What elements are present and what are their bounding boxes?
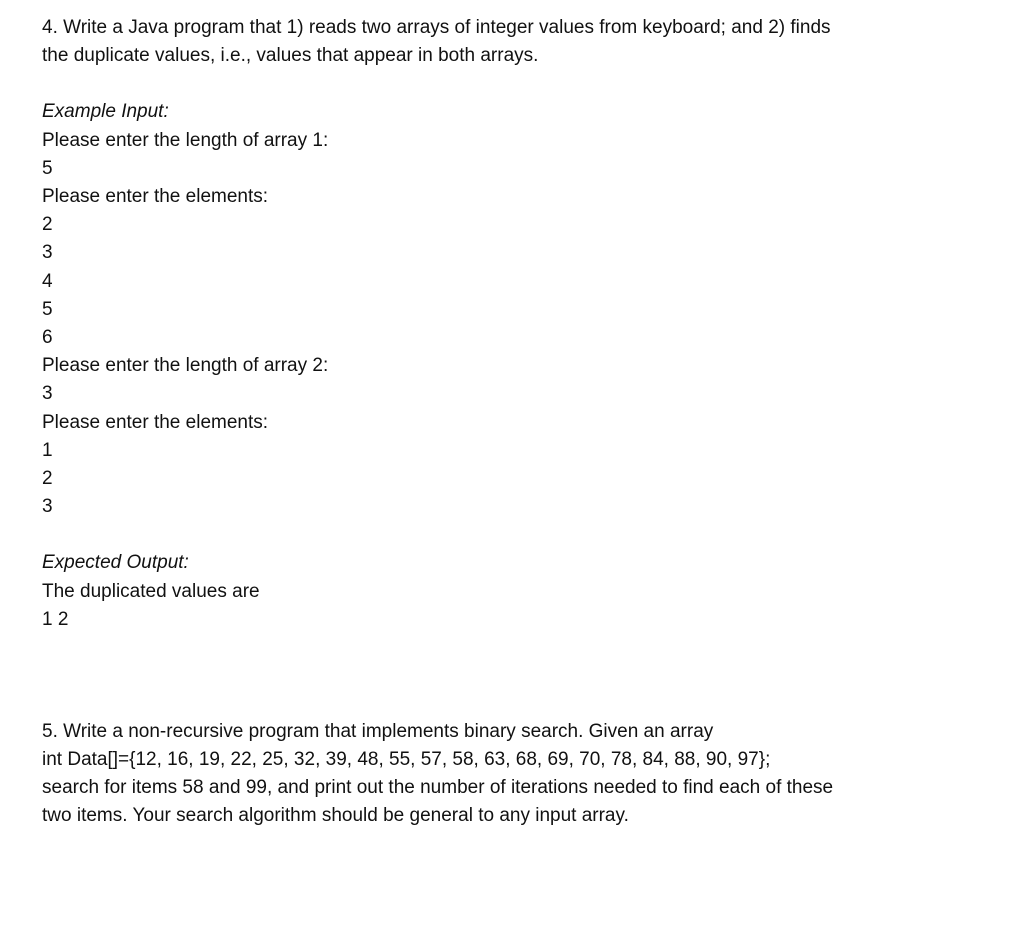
example-input-line: Please enter the length of array 2: (42, 355, 329, 377)
question-5-line: search for items 58 and 99, and print out the number of iterations needed to find each of these (42, 777, 834, 799)
example-input-line: Please enter the elements: (42, 411, 269, 433)
example-input-line: 6 (42, 327, 53, 349)
example-input-line: 2 (42, 214, 53, 236)
spacer (42, 521, 992, 549)
example-input-line: 3 (42, 496, 53, 518)
spacer (42, 70, 992, 98)
expected-output-line: The duplicated values are (42, 580, 260, 602)
expected-output-heading: Expected Output: (42, 552, 189, 574)
example-input-line: Please enter the length of array 1: (42, 129, 329, 151)
example-input-line: 3 (42, 242, 53, 264)
example-input-line: 3 (42, 383, 53, 405)
document-page (42, 14, 992, 830)
question-5-line: two items. Your search algorithm should be general to any input array. (42, 805, 629, 827)
question-5-line: int Data[]={12, 16, 19, 22, 25, 32, 39, 48, 55, 57, 58, 63, 68, 69, 70, 78, 84, 88, 90, 97}; (42, 749, 771, 771)
example-input-line: 5 (42, 298, 53, 320)
example-input-line: 1 (42, 439, 53, 461)
question-5-line: 5. Write a non-recursive program that implements binary search. Given an array (42, 721, 714, 743)
example-input-line: 4 (42, 270, 53, 292)
example-input-line: 2 (42, 468, 53, 490)
expected-output-line: 1 2 (42, 608, 69, 630)
question-4-prompt-line: 4. Write a Java program that 1) reads two arrays of integer values from keyboard; and 2) finds (42, 17, 831, 38)
example-input-line: Please enter the elements: (42, 186, 269, 208)
example-input-heading: Example Input: (42, 101, 169, 123)
question-4-prompt-line: the duplicate values, i.e., values that appear in both arrays. (42, 45, 539, 67)
question-5 (42, 718, 992, 830)
example-input-line: 5 (42, 157, 53, 179)
spacer (42, 634, 992, 718)
question-4 (42, 14, 992, 634)
